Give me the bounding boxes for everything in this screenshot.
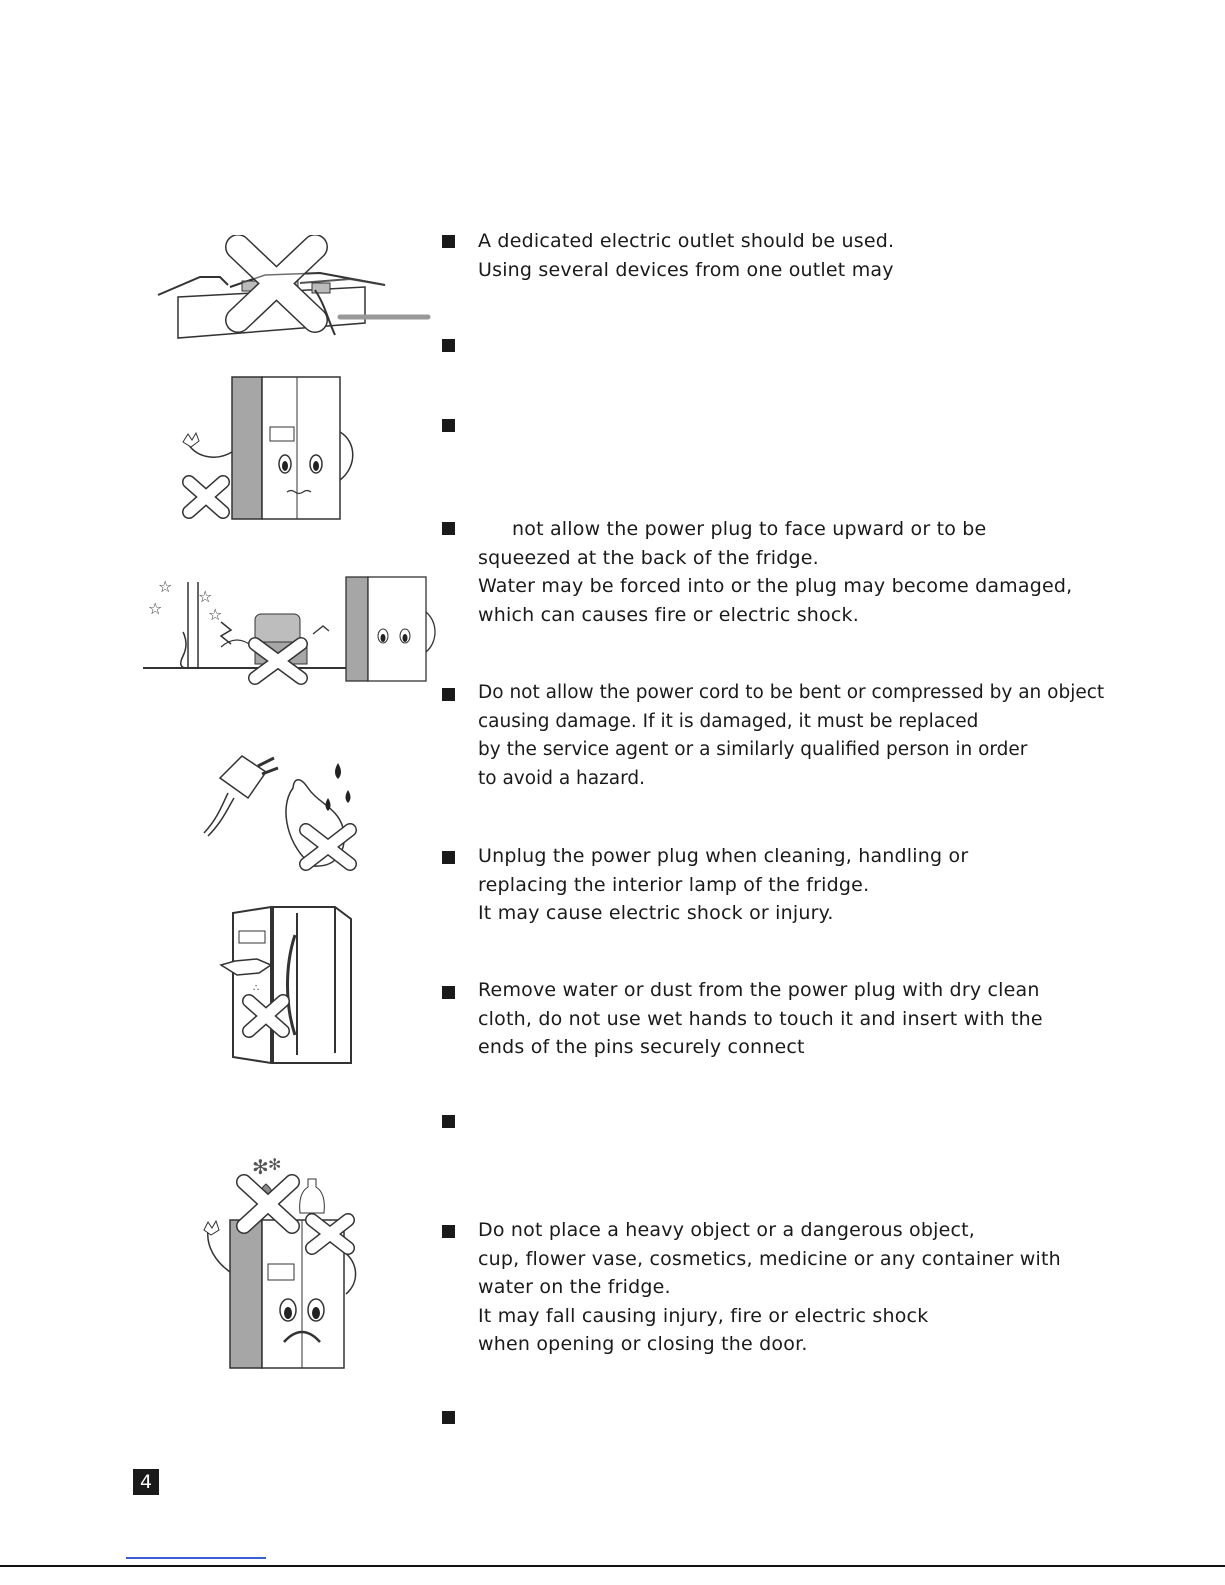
warning-line: ends of the pins securely connect [478, 1036, 805, 1059]
svg-text:☆: ☆ [148, 599, 163, 618]
warning-line: A dedicated electric outlet should be used. [478, 230, 895, 252]
warning-line: which can causes fire or electric shock. [478, 603, 859, 626]
warning-line: It may cause electric shock or injury. [478, 902, 834, 925]
warning-line: squeezed at the back of the fridge. [478, 546, 819, 569]
warning-line: not allow the power plug to face upward or to be [512, 518, 987, 540]
bullet-icon [442, 688, 455, 701]
warning-line: causing damage. If it is damaged, it must be replaced [478, 710, 979, 732]
warning-remove-water-dust [478, 976, 1043, 1062]
warning-line: Water may be forced into or the plug may become damaged, [478, 575, 1073, 598]
warning-cord-bent [478, 679, 1104, 793]
svg-text:☆: ☆ [208, 605, 223, 624]
warning-line: Unplug the power plug when cleaning, handling or [478, 845, 969, 867]
warning-line: cup, flower vase, cosmetics, medicine or any container with [478, 1247, 1061, 1270]
footer-link-underline [126, 1557, 266, 1559]
bullet-icon [442, 986, 455, 999]
warning-line: when opening or closing the door. [478, 1333, 808, 1356]
fridge-power-cord-illustration [175, 372, 360, 524]
page-number: 4 [133, 1469, 159, 1495]
warning-line: water on the fridge. [478, 1276, 671, 1299]
warning-line: It may fall causing injury, fire or electric shock [478, 1304, 929, 1327]
warning-line: to avoid a hazard. [478, 767, 646, 789]
warning-line: Remove water or dust from the power plug with dry clean [478, 979, 1040, 1001]
svg-text:∴: ∴ [253, 983, 260, 994]
objects-on-fridge-illustration [198, 1152, 368, 1372]
warning-unplug-cleaning [478, 842, 968, 928]
warning-heavy-object [478, 1216, 1061, 1359]
warning-line: replacing the interior lamp of the fridge. [478, 873, 870, 896]
bullet-icon [442, 522, 455, 535]
warning-line: by the service agent or a similarly qualified person in order [478, 739, 1028, 761]
warning-plug-upward [478, 515, 1072, 629]
bullet-icon [442, 851, 455, 864]
bullet-icon [442, 1411, 455, 1424]
bullet-icon [442, 235, 455, 248]
svg-text:✻: ✻ [268, 1155, 282, 1174]
plug-behind-fridge-illustration [143, 572, 438, 687]
warning-dedicated-outlet [478, 227, 894, 284]
footer-rule [0, 1565, 1225, 1567]
bullet-icon [442, 419, 455, 432]
multi-plug-outlet-illustration [150, 235, 435, 345]
warning-line: Using several devices from one outlet may [478, 258, 894, 281]
warning-line: cloth, do not use wet hands to touch it and insert with the [478, 1007, 1043, 1030]
warning-line: Do not place a heavy object or a dangerous object, [478, 1219, 976, 1241]
svg-text:✻: ✻ [252, 1155, 269, 1179]
bullet-icon [442, 1115, 455, 1128]
open-fridge-lamp-illustration [213, 905, 358, 1070]
svg-text:☆: ☆ [198, 587, 213, 606]
bullet-icon [442, 1225, 455, 1238]
bullet-icon [442, 339, 455, 352]
svg-text:☆: ☆ [158, 577, 173, 596]
prohibited-cross-icon [189, 482, 223, 512]
wet-hand-plug-illustration [198, 748, 368, 873]
warning-line: Do not allow the power cord to be bent or compressed by an object [478, 682, 1105, 703]
